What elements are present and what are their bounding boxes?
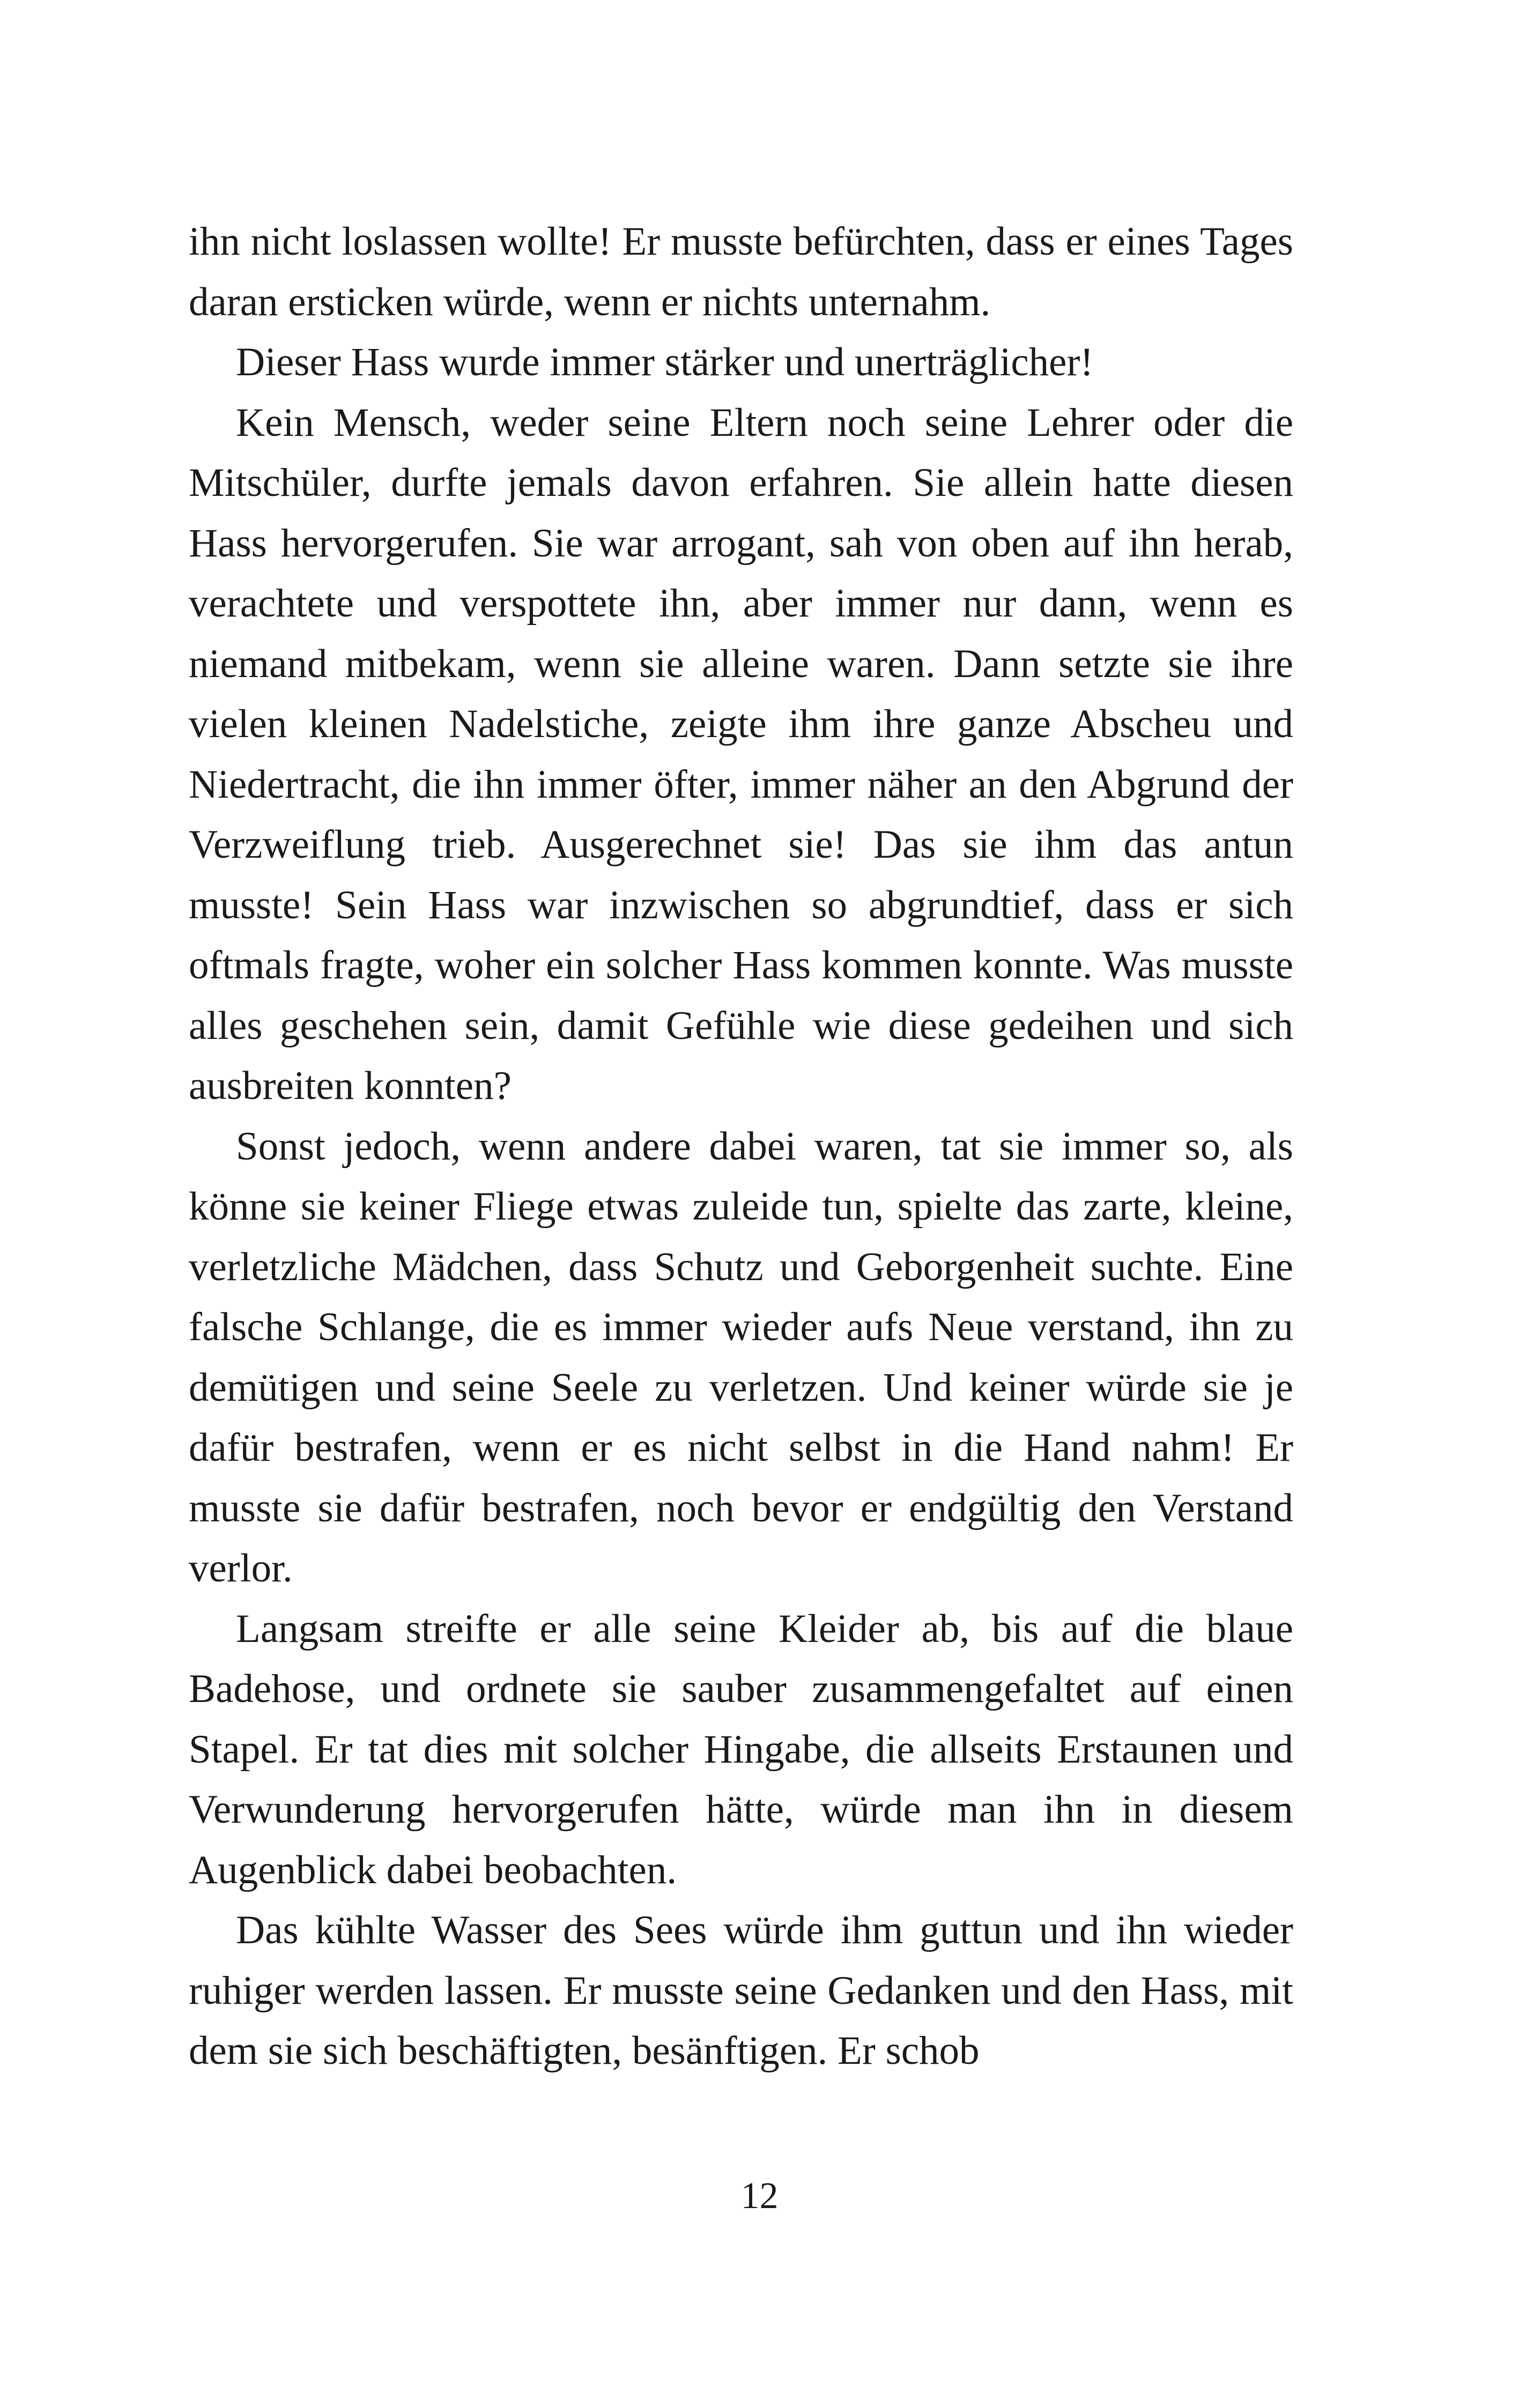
paragraph: Dieser Hass wurde immer stärker und unerträglicher! [236,340,1094,384]
body-text [189,212,1293,2082]
paragraph: Sonst jedoch, wenn andere dabei waren, tat sie immer so, als könne sie keiner Fliege etwas zuleide tun, spielte das zarte, kleine, verletzliche Mädchen, dass Schutz und Geborgenheit suchte. Eine falsche Schlange, die es immer wieder aufs Neue verstand, ihn zu demütigen und seine Seele zu verletzen. Und keiner würde sie je dafür bestrafen, wenn er es nicht selbst in die Hand nahm! Er musste sie dafür bestrafen, noch bevor er endgültig den Verstand verlor. [189,1124,1293,1591]
paragraph: Langsam streifte er alle seine Kleider ab, bis auf die blaue Badehose, und ordnete sie sauber zusammengefaltet auf einen Stapel. Er tat dies mit solcher Hingabe, die allseits Erstaunen und Verwunderung hervorgerufen hätte, würde man ihn in diesem Augenblick dabei beobachten. [189,1606,1293,1892]
page-number: 12 [740,2175,779,2217]
paragraph: Kein Mensch, weder seine Eltern noch seine Lehrer oder die Mitschüler, durfte jemals davon erfahren. Sie allein hatte diesen Hass hervorgerufen. Sie war arrogant, sah von oben auf ihn herab, verachtete und verspottete ihn, aber immer nur dann, wenn es niemand mitbekam, wenn sie alleine waren. Dann setzte sie ihre vielen kleinen Nadelstiche, zeigte ihm ihre ganze Abscheu und Niedertracht, die ihn immer öfter, immer näher an den Abgrund der Verzweiflung trieb. Ausgerechnet sie! Das sie ihm das antun musste! Sein Hass war inzwischen so abgrundtief, dass er sich oftmals fragte, woher ein solcher Hass kommen konnte. Was musste alles geschehen sein, damit Gefühle wie diese gedeihen und sich ausbreiten konnten? [189,400,1293,1108]
paragraph: ihn nicht loslassen wollte! Er musste befürchten, dass er eines Tages daran ersticken würde, wenn er nichts unternahm. [189,219,1293,324]
paragraph: Das kühlte Wasser des Sees würde ihm guttun und ihn wieder ruhiger werden lassen. Er musste seine Gedanken und den Hass, mit dem sie sich beschäftigten, besänftigen. Er schob [189,1908,1293,2073]
